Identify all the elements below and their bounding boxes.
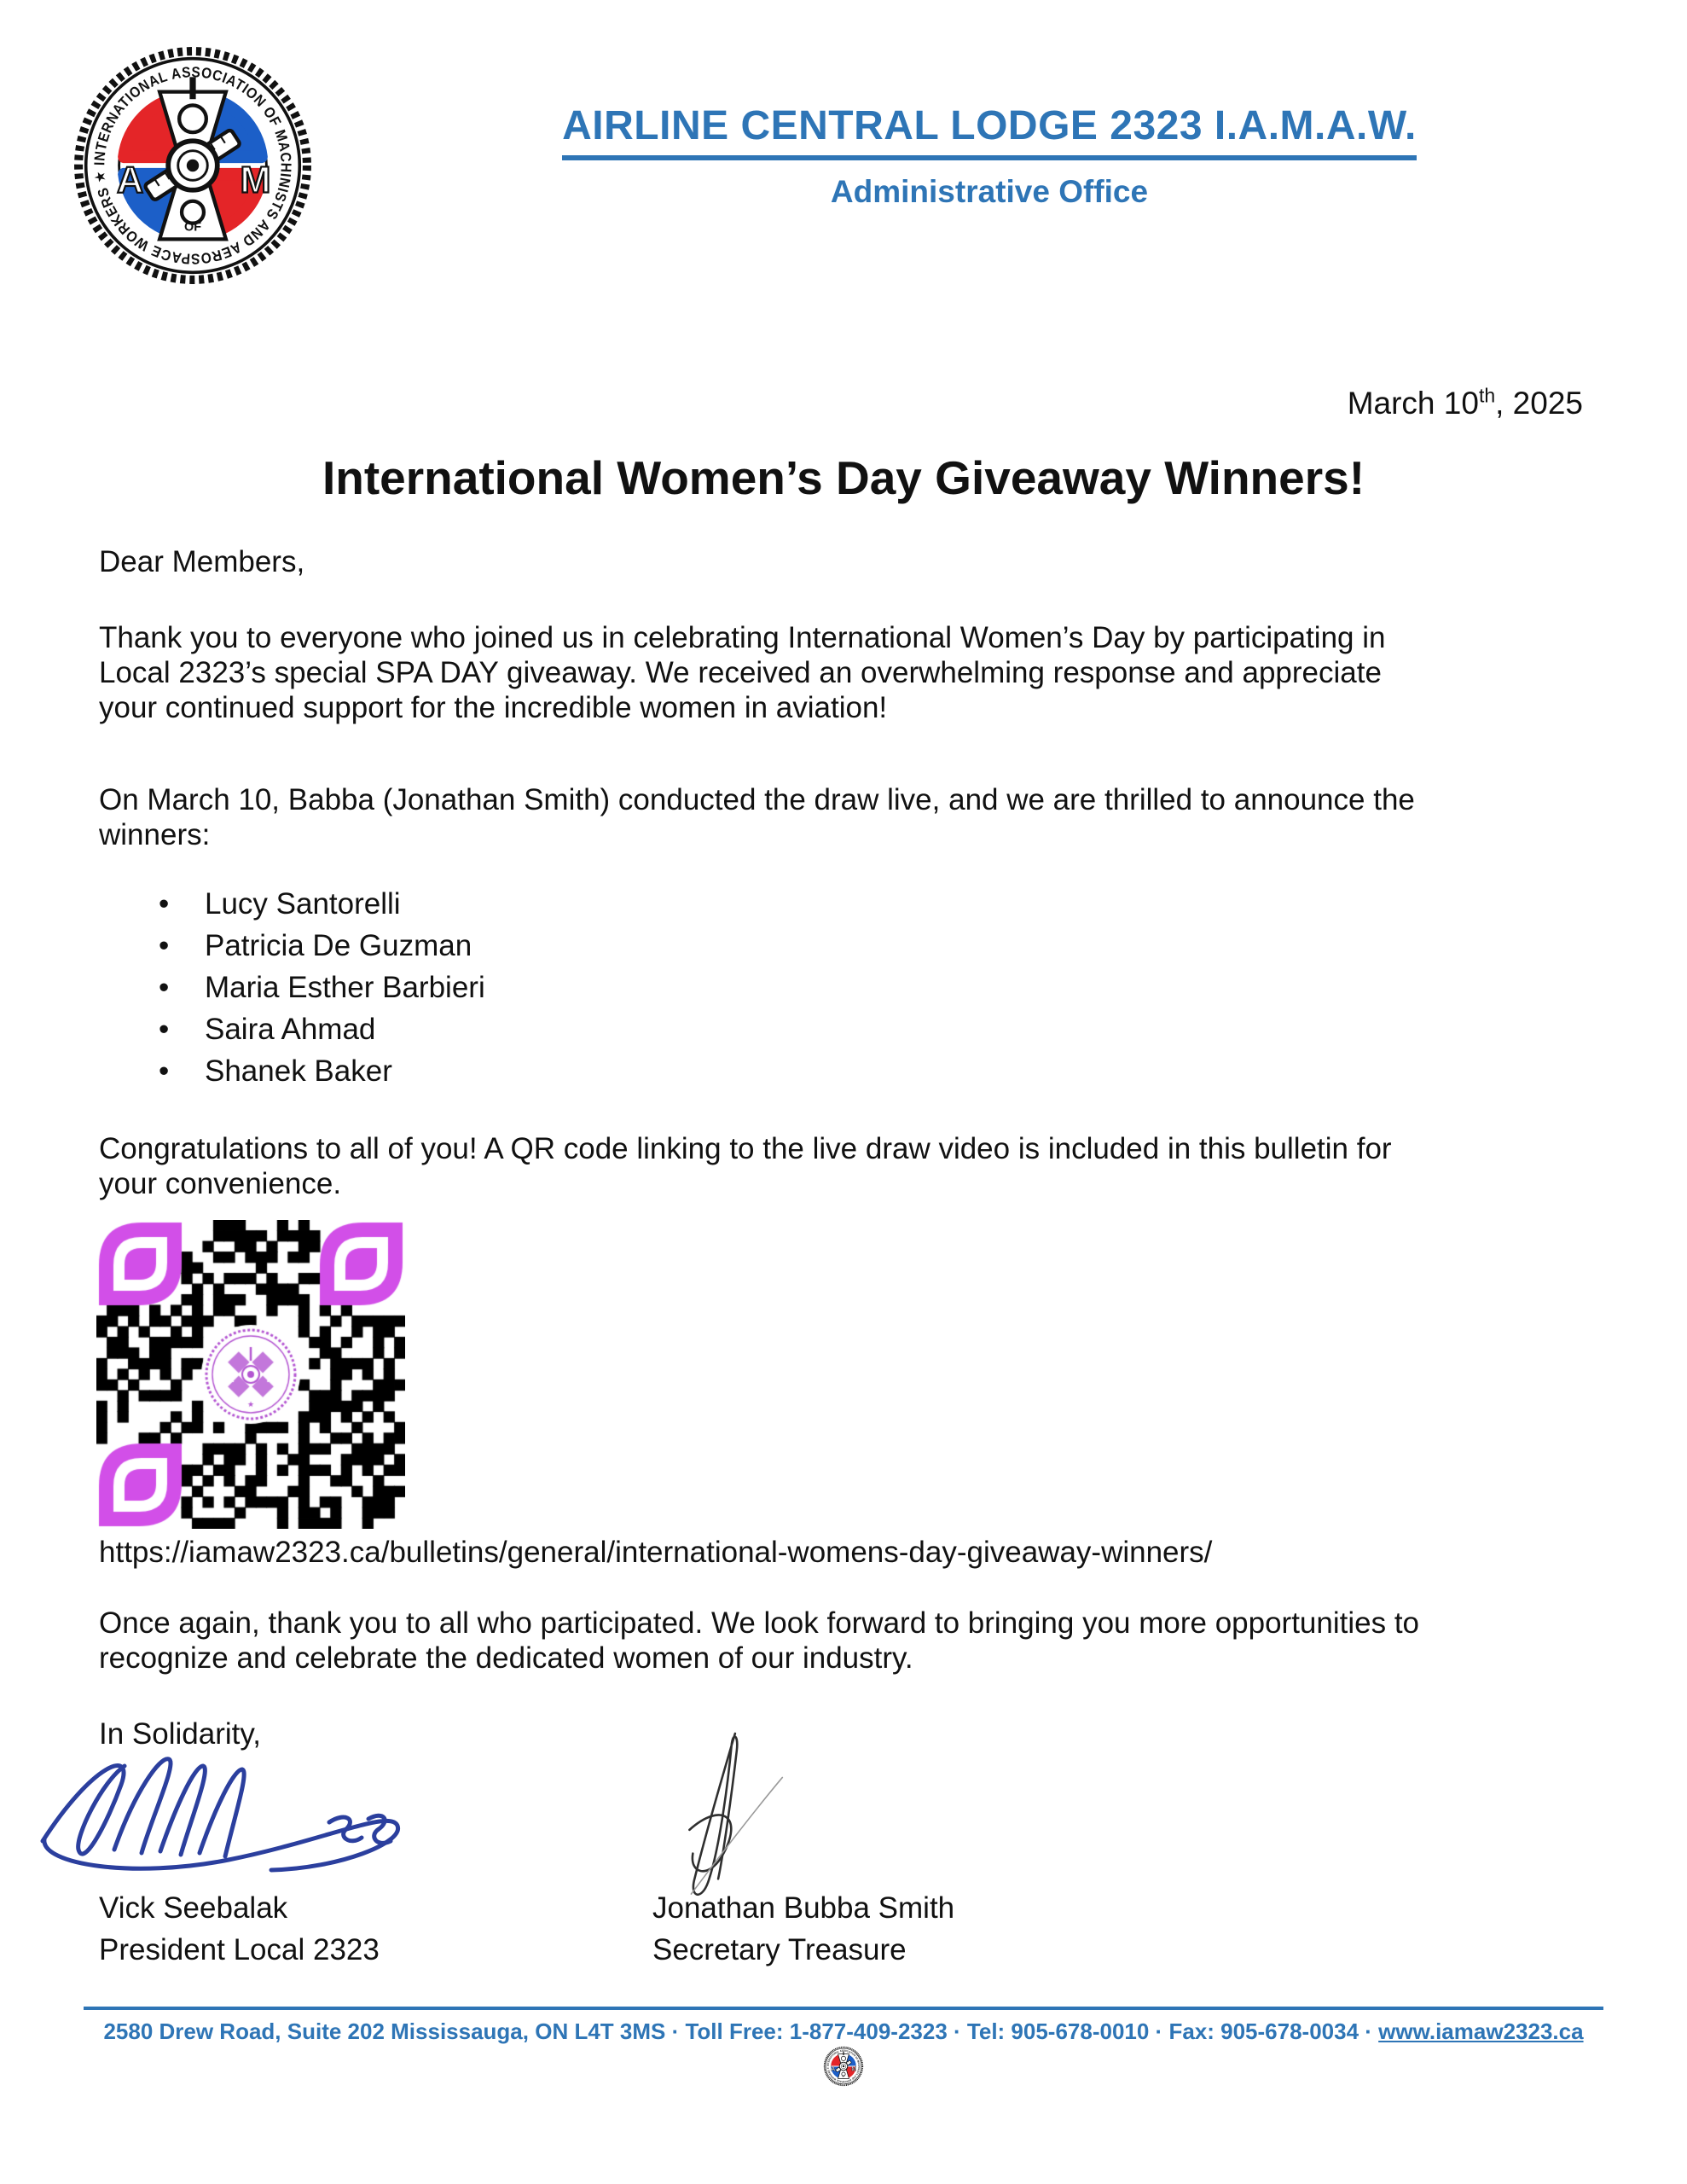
paragraph-line: recognize and celebrate the dedicated women of our industry. xyxy=(99,1641,913,1675)
paragraph-line: Local 2323’s special SPA DAY giveaway. We received an overwhelming response and appreciate xyxy=(99,656,1382,689)
date-rest: , 2025 xyxy=(1495,386,1583,421)
signer-title: President Local 2323 xyxy=(99,1933,380,1966)
salutation: Dear Members, xyxy=(99,545,305,578)
signer-title: Secretary Treasure xyxy=(652,1933,907,1966)
paragraph-congrats xyxy=(99,1131,1600,1201)
paragraph-line: your convenience. xyxy=(99,1167,342,1200)
signer-name: Jonathan Bubba Smith xyxy=(652,1891,955,1925)
paragraph-draw xyxy=(99,782,1600,852)
org-title-text: AIRLINE CENTRAL LODGE 2323 I.A.M.A.W. xyxy=(562,102,1417,160)
letterhead xyxy=(324,102,1655,210)
winner-list-item: • Maria Esther Barbieri xyxy=(205,967,485,1008)
paragraph-line: On March 10, Babba (Jonathan Smith) conducted the draw live, and we are thrilled to announce the xyxy=(99,783,1415,816)
signer-name: Vick Seebalak xyxy=(99,1891,288,1925)
date-ordinal: th xyxy=(1478,384,1496,407)
date xyxy=(1348,386,1583,421)
date-main: March 10 xyxy=(1347,386,1479,421)
org-subtitle: Administrative Office xyxy=(830,174,1149,209)
iam-union-logo xyxy=(70,43,316,288)
signer-secretary xyxy=(652,1887,954,1971)
paragraph-line: winners: xyxy=(99,818,211,851)
org-title xyxy=(324,102,1655,160)
winner-list-item: • Saira Ahmad xyxy=(205,1008,485,1050)
iam-union-logo-small xyxy=(823,2046,864,2087)
qr-code xyxy=(96,1220,405,1529)
winners-list xyxy=(99,883,485,1092)
winner-list-item: • Lucy Santorelli xyxy=(205,883,485,925)
paragraph-line: Thank you to everyone who joined us in celebrating International Women’s Day by participating in xyxy=(99,621,1386,654)
winner-list-item: • Shanek Baker xyxy=(205,1050,485,1092)
paragraph-line: your continued support for the incredible women in aviation! xyxy=(99,691,888,724)
paragraph-line: Once again, thank you to all who participated. We look forward to bringing you more opportunities to xyxy=(99,1606,1420,1640)
paragraph-thank-you xyxy=(99,620,1600,725)
bulletin-url: https://iamaw2323.ca/bulletins/general/international-womens-day-giveaway-winners/ xyxy=(99,1536,1213,1569)
paragraph-line: Congratulations to all of you! A QR code linking to the live draw video is included in this bulletin for xyxy=(99,1132,1392,1165)
qr-canvas xyxy=(96,1220,405,1529)
footer-divider xyxy=(84,2007,1603,2010)
paragraph-thanks-again xyxy=(99,1606,1600,1676)
document-title: International Women’s Day Giveaway Winners! xyxy=(322,451,1365,504)
footer-contact-text: 2580 Drew Road, Suite 202 Mississauga, ON L4T 3MS · Toll Free: 1-877-409-2323 · Tel: 905-678-0010 · Fax: 905-678-0034 · xyxy=(103,2018,1379,2044)
footer-contact xyxy=(0,2018,1687,2045)
signer-president xyxy=(99,1887,380,1971)
footer-website-link[interactable]: www.iamaw2323.ca xyxy=(1378,2018,1584,2044)
winner-list-item: • Patricia De Guzman xyxy=(205,925,485,967)
signature-jonathan-smith xyxy=(640,1728,810,1906)
closing: In Solidarity, xyxy=(99,1717,261,1751)
signature-vick-seebalak xyxy=(32,1740,408,1902)
